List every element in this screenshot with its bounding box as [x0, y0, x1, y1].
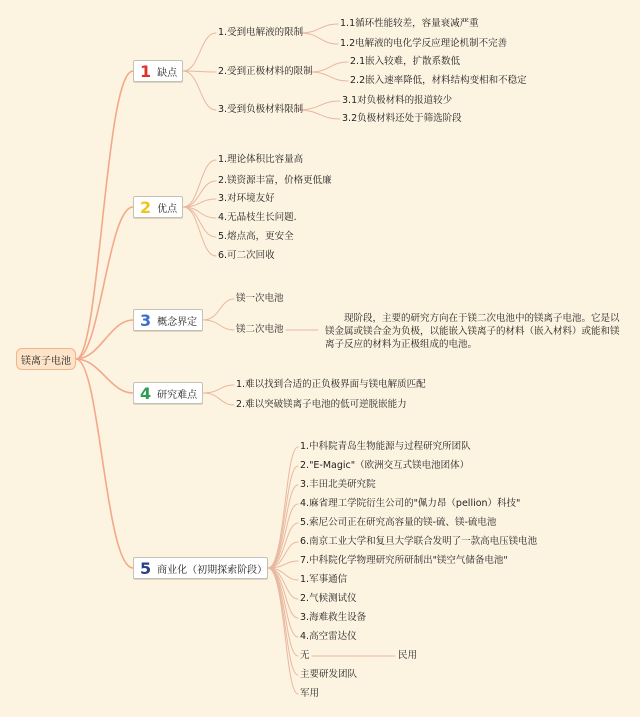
b5-team-5: 5.索尼公司正在研究高容量的镁-硫、镁-硫电池: [300, 517, 497, 528]
b1-group-2: 2.受到正极材料的限制: [218, 66, 313, 77]
b5-military-3: 3.海难救生设备: [300, 612, 367, 623]
branch-number-5: 5: [140, 558, 152, 578]
branch-label-1: 缺点: [157, 67, 178, 79]
b2-item-3: 3.对环境友好: [218, 193, 275, 204]
b2-item-1: 1.理论体积比容量高: [218, 154, 304, 165]
b3-item-1: 镁一次电池: [236, 293, 284, 304]
branch-number-3: 3: [140, 310, 152, 330]
b5-team-1: 1.中科院青岛生物能源与过程研究所团队: [300, 441, 471, 452]
root-label: 镁离子电池: [21, 355, 71, 367]
branch-node-5[interactable]: [133, 557, 268, 579]
branch-number-1: 1: [140, 61, 152, 81]
branch-label-5: 商业化（初期探索阶段）: [157, 564, 268, 576]
b5-military-label: 军用: [300, 688, 320, 699]
branch-label-3: 概念界定: [157, 316, 198, 328]
b1-item-3-2: 3.2负极材料还处于筛选阶段: [342, 113, 462, 124]
branch-node-4[interactable]: [133, 382, 203, 404]
b5-military-4: 4.高空雷达仪: [300, 631, 357, 642]
branch-node-3[interactable]: [133, 309, 203, 331]
branch-node-2[interactable]: [133, 196, 183, 218]
b5-military-2: 2.气候测试仪: [300, 593, 357, 604]
b1-item-1-2: 1.2电解液的电化学反应理论机制不完善: [340, 38, 508, 49]
b2-item-5: 5.熔点高，更安全: [218, 231, 294, 242]
b5-team-3: 3.丰田北美研究院: [300, 479, 376, 490]
b2-item-6: 6.可二次回收: [218, 250, 275, 261]
b5-team-2: 2."E-Magic"（欧洲交互式镁电池团体）: [300, 460, 470, 471]
branch-label-2: 优点: [157, 203, 178, 215]
b3-item-2: 镁二次电池: [236, 324, 284, 335]
branch-number-4: 4: [140, 383, 152, 403]
b5-civil: 民用: [398, 650, 418, 661]
b5-team-7: 7.中科院化学物理研究所研制出"镁空气储备电池": [300, 555, 508, 566]
b2-item-4: 4.无晶枝生长问题.: [218, 212, 297, 223]
root-node[interactable]: [16, 348, 76, 370]
b5-team-label: 主要研发团队: [300, 669, 358, 680]
branch-label-4: 研究难点: [157, 389, 198, 401]
branch-node-1[interactable]: [133, 60, 183, 82]
b4-item-1: 1.难以找到合适的正负极界面与镁电解质匹配: [236, 379, 426, 390]
b1-item-3-1: 3.1对负极材料的报道较少: [342, 95, 453, 106]
b4-item-2: 2.难以突破镁离子电池的低可逆脱嵌能力: [236, 399, 407, 410]
b1-item-2-2: 2.2嵌入速率降低，材料结构变相和不稳定: [350, 75, 527, 86]
b5-team-6: 6.南京工业大学和复旦大学联合发明了一款高电压镁电池: [300, 536, 538, 547]
b5-team-4: 4.麻省理工学院衍生公司的"佩力昂（pellion）科技": [300, 498, 521, 509]
b5-military-1: 1.军事通信: [300, 574, 348, 585]
b2-item-2: 2.镁资源丰富，价格更低廉: [218, 175, 332, 186]
b1-group-3: 3.受到负极材料限制: [218, 104, 304, 115]
b5-none: 无: [300, 650, 310, 661]
b1-group-1: 1.受到电解液的限制: [218, 27, 304, 38]
branch-number-2: 2: [140, 197, 152, 217]
b1-item-2-1: 2.1嵌入较难，扩散系数低: [350, 56, 461, 67]
b3-note: 现阶段，主要的研究方向在于镁二次电池中的镁离子电池。它是以镁金属或镁合金为负极，以能嵌入镁离子的材料（嵌入材料）或能和镁离子反应的材料为正极组成的电池。: [325, 313, 620, 350]
b1-item-1-1: 1.1循环性能较差，容量衰减严重: [340, 18, 479, 29]
